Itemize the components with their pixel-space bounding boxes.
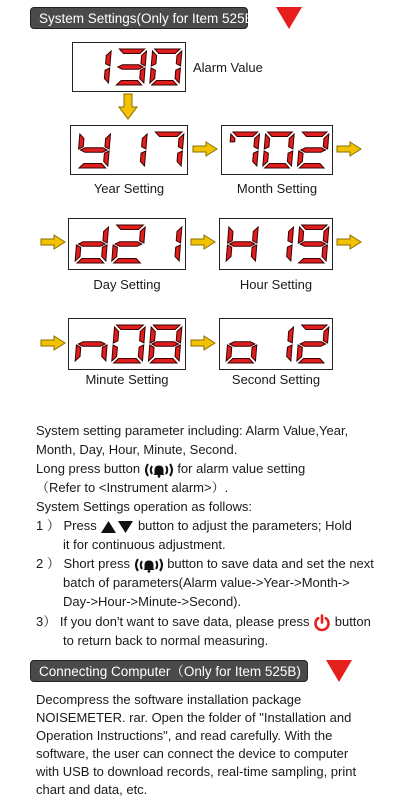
lcd-digit-9 — [298, 225, 329, 263]
body2-line: Operation Instructions", and read carefully. With the — [36, 728, 333, 743]
body2-line: software, the user can connect the device to computer — [36, 746, 349, 761]
body-line — [36, 459, 305, 479]
body2-line: with USB to download records, real-time sampling, print — [36, 764, 357, 779]
lcd-digit-2 — [297, 325, 329, 363]
body-line: Month, Day, Hour, Minute, Second. — [36, 442, 238, 457]
arrow-right-icon — [40, 234, 66, 250]
step-text: If you don't want to save data, please press — [59, 614, 310, 629]
caption-alarm-value: Alarm Value — [193, 60, 263, 75]
caption-day-setting: Day Setting — [93, 277, 161, 292]
lcd-digit-M — [230, 132, 259, 166]
lcd-digit-1 — [140, 134, 147, 166]
step-text: button — [331, 614, 371, 629]
body2-line: Decompress the software installation package — [36, 692, 302, 707]
lcd-digit-n — [75, 342, 107, 361]
lcd-digit-1 — [287, 327, 294, 361]
seven-segment-value — [71, 126, 187, 174]
step-1 — [36, 516, 352, 536]
seven-segment-value — [220, 219, 332, 269]
step-2-continued: Day->Hour->Minute->Second). — [63, 594, 242, 609]
lcd-digit-1 — [175, 227, 182, 261]
caption-year-setting: Year Setting — [93, 181, 165, 196]
lcd-display-month — [221, 125, 333, 175]
step-2 — [36, 554, 374, 574]
lcd-digit-0 — [150, 49, 182, 85]
body-line: System setting parameter including: Alarm Value,Year, — [36, 423, 349, 438]
lcd-display-hour — [219, 218, 333, 270]
step-text: button to adjust the parameters; Hold — [134, 518, 352, 533]
section-banner-system-settings: System Settings(Only for Item 525B) — [30, 7, 248, 29]
section-banner-connecting-computer: Connecting Computer（Only for Item 525B) — [30, 660, 308, 682]
body-text: Long press button — [36, 461, 141, 476]
lcd-digit-8 — [148, 325, 181, 363]
step-text: Press — [63, 518, 97, 533]
body2-line: chart and data, etc. — [36, 782, 148, 797]
lcd-digit-0 — [263, 132, 294, 168]
lcd-digit-Y — [79, 134, 111, 168]
lcd-display-alarm — [72, 42, 186, 92]
lcd-display-minute — [68, 318, 186, 370]
caption-month-setting: Month Setting — [236, 181, 318, 196]
seven-segment-value — [73, 43, 185, 91]
body-text: for alarm value setting — [173, 461, 306, 476]
arrow-down-icon — [118, 93, 138, 121]
lcd-digit-2 — [112, 225, 145, 263]
caption-second-setting: Second Setting — [231, 372, 321, 387]
step-3-continued: to return back to normal measuring. — [63, 633, 269, 648]
lcd-display-year — [70, 125, 188, 175]
lcd-digit-1 — [104, 51, 111, 83]
lcd-display-second — [219, 318, 333, 370]
caption-minute-setting: Minute Setting — [85, 372, 169, 387]
lcd-digit-3 — [116, 49, 146, 85]
body2-line: NOISEMETER. rar. Open the folder of "Installation and — [36, 710, 352, 725]
alarm-bell-button-icon — [134, 557, 164, 573]
step-3 — [36, 612, 371, 632]
arrow-right-icon — [336, 141, 362, 157]
seven-segment-value — [220, 319, 332, 369]
lcd-digit-2 — [298, 132, 329, 168]
lcd-display-day — [68, 218, 186, 270]
step-1-continued: it for continuous adjustment. — [63, 537, 226, 552]
arrow-right-icon — [40, 335, 66, 351]
lcd-digit-0 — [112, 325, 145, 363]
lcd-digit-d — [75, 227, 108, 263]
arrow-right-icon — [190, 335, 216, 351]
red-triangle-icon — [276, 7, 302, 29]
seven-segment-value — [222, 126, 332, 174]
red-triangle-icon — [326, 660, 352, 682]
arrow-right-icon — [336, 234, 362, 250]
step-number: 2 ） — [36, 556, 60, 571]
arrow-right-icon — [190, 234, 216, 250]
step-number: 1 ） — [36, 518, 60, 533]
body-line: System Settings operation as follows: — [36, 499, 253, 514]
up-down-arrows-icon — [100, 519, 134, 535]
seven-segment-value — [69, 319, 185, 369]
alarm-bell-button-icon — [144, 462, 174, 478]
step-text: Short press — [63, 556, 130, 571]
step-2-continued: batch of parameters(Alarm value->Year->Month-> — [63, 575, 350, 590]
lcd-digit-H — [226, 227, 258, 261]
arrow-right-icon — [192, 141, 218, 157]
lcd-digit-o — [226, 342, 257, 363]
power-icon — [313, 614, 331, 632]
step-text: button to save data and set the next — [163, 556, 374, 571]
caption-hour-setting: Hour Setting — [239, 277, 313, 292]
step-number: 3） — [36, 614, 57, 629]
lcd-digit-7 — [155, 132, 184, 166]
body-line: （Refer to <Instrument alarm>）. — [36, 480, 229, 495]
seven-segment-value — [69, 219, 185, 269]
lcd-digit-1 — [287, 227, 294, 261]
